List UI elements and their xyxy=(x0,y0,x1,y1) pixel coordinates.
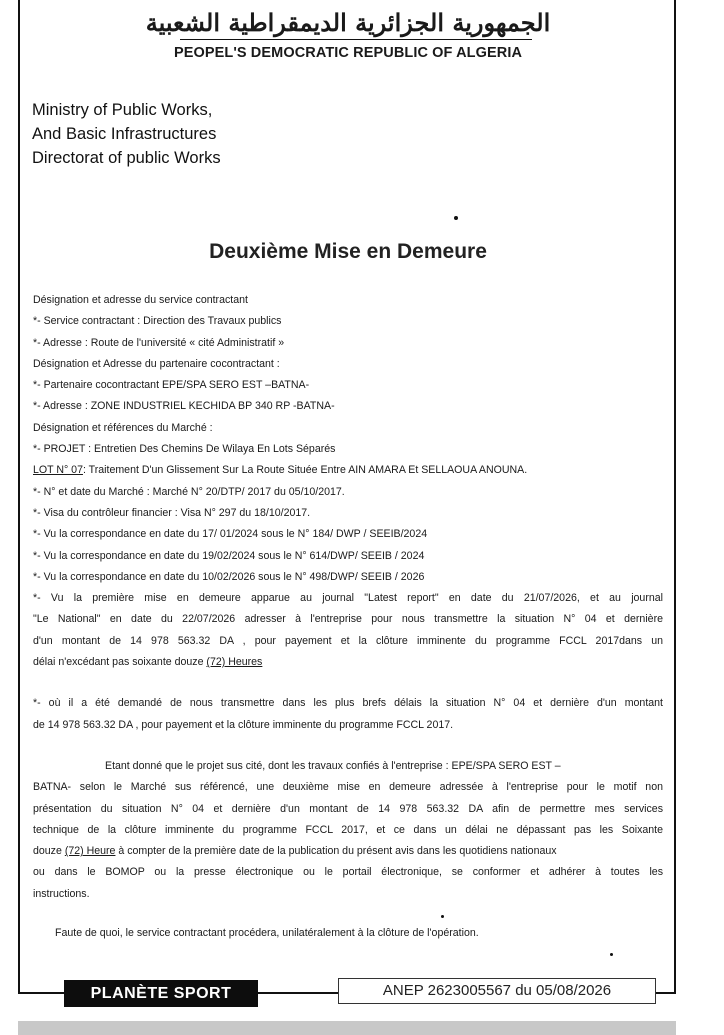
body-line: *- PROJET : Entretien Des Chemins De Wilaya En Lots Séparés xyxy=(33,443,336,456)
ministry-block xyxy=(32,98,221,170)
body-line: *- Vu la correspondance en date du 10/02/2026 sous le N° 498/DWP/ SEEIB / 2026 xyxy=(33,570,425,583)
ministry-line-3: Directorat of public Works xyxy=(32,149,221,167)
deadline-line xyxy=(33,652,663,673)
paragraph-3-line: BATNA- selon le Marché sus référencé, une deuxième mise en demeure adressée à l'entreprise pour le motif non xyxy=(33,781,663,794)
p3-text-b: à compter de la première date de la publication du présent avis dans les quotidiens nationaux xyxy=(115,845,557,858)
body-line: *- N° et date du Marché : Marché N° 20/DTP/ 2017 du 05/10/2017. xyxy=(33,485,345,498)
body-line: *- Visa du contrôleur financier : Visa N° 297 du 18/10/2017. xyxy=(33,506,311,519)
notice-body xyxy=(33,290,663,944)
ministry-line-2: And Basic Infrastructures xyxy=(32,125,217,143)
paragraph-3-line: ou dans le BOMOP ou la presse électronique ou le portail électronique, se conformer et adhérer à toutes les xyxy=(33,866,663,879)
paragraph-3-line: Etant donné que le projet sus cité, dont les travaux confiés à l'entreprise : EPE/SPA SERO EST – xyxy=(105,759,561,772)
body-line: *- Adresse : ZONE INDUSTRIEL KECHIDA BP 340 RP -BATNA- xyxy=(33,400,335,413)
ministry-line-1: Ministry of Public Works, xyxy=(32,101,213,119)
paragraph-2-line: de 14 978 563.32 DA , pour payement et la clôture imminente du programme FCCL 2017. xyxy=(33,718,454,731)
body-line: Désignation et références du Marché : xyxy=(33,421,213,434)
body-line: Désignation et Adresse du partenaire cocontractant : xyxy=(33,357,280,370)
anep-reference-box: ANEP 2623005567 du 05/08/2026 xyxy=(338,978,656,1004)
lot-description: : Traitement D'un Glissement Sur La Route Située Entre AIN AMARA Et SELLAOUA ANOUNA. xyxy=(82,464,528,477)
body-line: *- Service contractant : Direction des Travaux publics xyxy=(33,315,282,328)
body-line: Désignation et adresse du service contractant xyxy=(33,294,248,306)
notice-page xyxy=(30,0,666,990)
paragraph-3-line: présentation du situation N° 04 et dernière d'un montant de 14 978 563.32 DA afin de permettre mes services xyxy=(33,802,663,815)
arabic-header: الجمهورية الجزائرية الديمقراطية الشعبية xyxy=(145,8,551,37)
body-line: *- Partenaire cocontractant EPE/SPA SERO EST –BATNA- xyxy=(33,379,310,392)
body-line: *- Vu la correspondance en date du 19/02/2024 sous le N° 614/DWP/ SEEIB / 2024 xyxy=(33,549,425,562)
paragraph-3-line xyxy=(33,841,663,862)
body-line: *- Adresse : Route de l'université « cité Administratif » xyxy=(33,336,285,349)
paragraph-3-line: instructions. xyxy=(33,887,90,900)
deadline-hours: (72) Heures xyxy=(206,656,263,669)
lot-line xyxy=(33,460,663,481)
p3-hours: (72) Heure xyxy=(64,845,116,858)
body-line: *- Vu la première mise en demeure apparue au journal "Latest report" en date du 21/07/2026, et au journal xyxy=(33,592,663,605)
lot-number: LOT N° 07 xyxy=(33,464,83,477)
speck xyxy=(441,915,444,918)
document-title: Deuxième Mise en Demeure xyxy=(209,240,487,263)
paragraph-3-line: technique de la clôture imminente du programme FCCL 2017, et ce dans un délai ne dépassant pas les Soixante xyxy=(33,823,663,836)
body-line: "Le National" en date du 22/07/2026 adresser à l'entreprise pour nous transmettre la situation N° 04 et dernière xyxy=(33,613,663,626)
closing-line: Faute de quoi, le service contractant procédera, unilatéralement à la clôture de l'opération. xyxy=(55,927,479,940)
body-line: *- Vu la correspondance en date du 17/ 01/2024 sous le N° 184/ DWP / SEEIB/2024 xyxy=(33,528,428,541)
bottom-gray-bar xyxy=(18,1021,676,1035)
english-header: PEOPEL'S DEMOCRATIC REPUBLIC OF ALGERIA xyxy=(173,45,523,61)
paragraph-2-line: *- où il a été demandé de nous transmettre dans les plus brefs délais la situation N° 04 et dernière d'un montant xyxy=(33,697,663,710)
speck xyxy=(454,216,458,220)
p3-text-a: douze xyxy=(33,845,65,858)
publication-brand-label: PLANÈTE SPORT xyxy=(64,980,258,1007)
body-line: d'un montant de 14 978 563.32 DA , pour payement et la clôture imminente du programme FCCL 2017dans un xyxy=(33,634,663,647)
deadline-text: délai n'excédant pas soixante douze xyxy=(33,656,207,669)
speck xyxy=(610,953,613,956)
arabic-header-underline xyxy=(180,39,532,40)
